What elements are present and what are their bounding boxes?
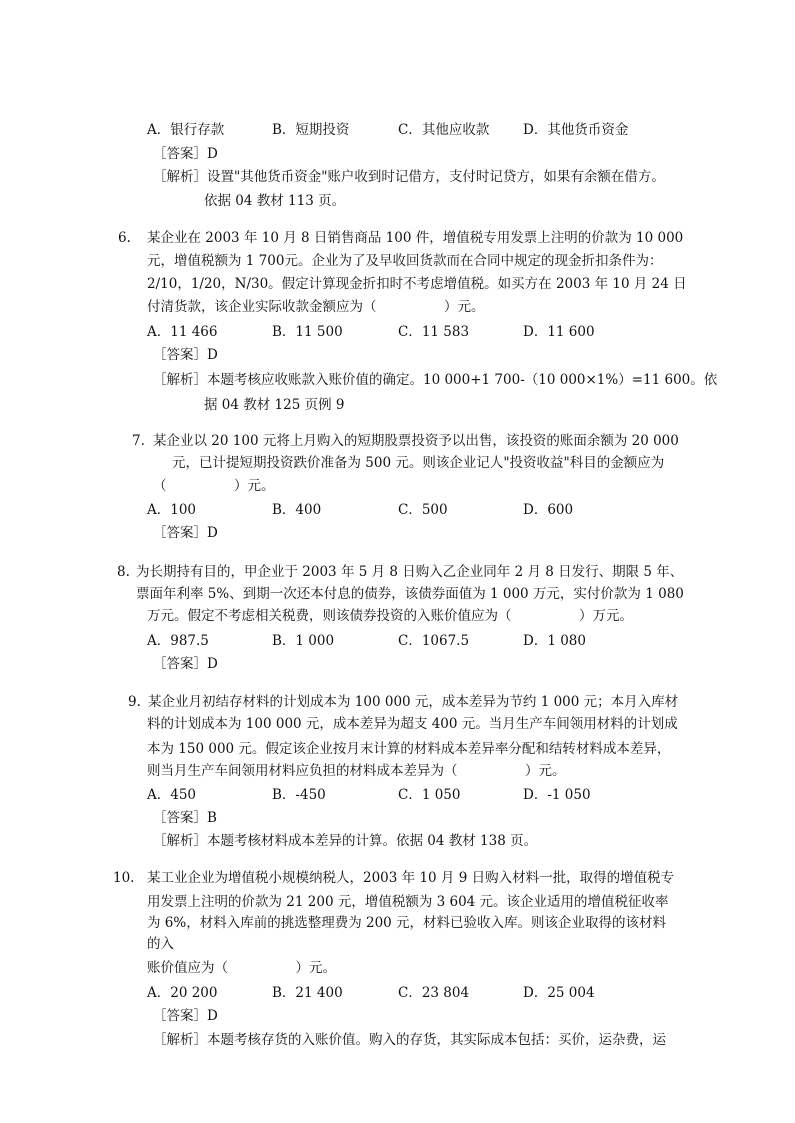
q8-stem-line-2: 票面年利率 5%、到期一次还本付息的债券，该债券面值为 1 000 万元，实付价款为 1 080 [136,586,684,602]
q7-answer: ［答案］D [153,525,218,541]
q6-option-d: D．11 600 [523,324,595,340]
q9-stem-line-3: 本为 150 000 元。假定该企业按月末计算的材料成本差异率分配和结转材料成本差异， [147,741,671,757]
q9-stem-line-2: 料的计划成本为 100 000 元，成本差异为超支 400 元。当月生产车间领用材料的计划成 [147,716,678,732]
q9-number: 9. [128,694,141,710]
q7-stem-line-1: 某企业以 20 100 元将上月购入的短期股票投资予以出售，该投资的账面余额为 20 000 [153,433,679,449]
q5-analysis-line-1: ［解析］设置"其他货币资金"账户收到时记借方，支付时记贷方，如果有余额在借方。 [153,169,665,185]
q6-stem-line-1: 某企业在 2003 年 10 月 8 日销售商品 100 件，增值税专用发票上注明的价款为 10 000 [147,230,684,246]
q10-answer: ［答案］D [153,1008,218,1024]
q10-option-b: B．21 400 [272,985,343,1001]
q6-answer: ［答案］D [153,347,218,363]
q8-answer: ［答案］D [153,656,218,672]
q10-stem-line-5: 账价值应为（ ）元。 [147,960,336,976]
q10-number: 10. [113,870,135,886]
q9-answer: ［答案］B [153,810,217,826]
q6-stem-line-2: 元，增值税额为 1 700元。企业为了及早收回货款而在合同中规定的现金折扣条件为： [147,253,663,269]
q9-stem-line-1: 某企业月初结存材料的计划成本为 100 000 元，成本差异为节约 1 000 元；本月入库材 [148,694,679,710]
q8-option-d: D．1 080 [523,633,586,649]
q9-analysis-line-1: ［解析］本题考核材料成本差异的计算。依据 04 教材 138 页。 [153,833,538,849]
q7-number: 7. [132,433,145,449]
q5-option-a: A．银行存款 [147,122,225,138]
q7-option-d: D．600 [523,502,574,518]
q5-option-d: D．其他货币资金 [523,122,629,138]
q10-analysis-line-1: ［解析］本题考核存货的入账价值。购入的存货，其实际成本包括：买价，运杂费，运 [153,1032,666,1048]
q7-option-b: B．400 [272,502,322,518]
q9-option-c: C．1 050 [398,787,461,803]
q7-option-c: C．500 [398,502,448,518]
q8-option-a: A．987.5 [147,633,209,649]
q8-option-b: B．1 000 [272,633,335,649]
q7-stem-line-3: （ ）元。 [153,478,275,494]
q7-stem-line-2: 元，已计提短期投资跌价准备为 500 元。则该企业记人"投资收益"科目的金额应为 [172,455,665,471]
q6-option-c: C．11 583 [398,324,470,340]
q5-analysis-line-2: 依据 04 教材 113 页。 [204,193,346,209]
q9-option-d: D．-1 050 [523,787,591,803]
q6-analysis-line-1: ［解析］本题考核应收账款入账价值的确定。10 000+1 700-（10 000×1%）=11 600。依 [153,372,718,388]
q10-option-a: A．20 200 [147,985,218,1001]
q8-option-c: C．1067.5 [398,633,470,649]
q10-stem-line-3: 为 6%，材料入库前的挑选整理费为 200 元，材料已验收入库。则该企业取得的该材料 [147,915,667,931]
q9-stem-line-4: 则当月生产车间领用材料应负担的材料成本差异为（ ）元。 [147,763,566,779]
q9-option-b: B．-450 [272,787,326,803]
q5-option-c: C．其他应收款 [398,122,490,138]
q5-option-b: B．短期投资 [272,122,350,138]
q10-stem-line-2: 用发票上注明的价款为 21 200 元，增值税额为 3 604 元。该企业适用的增值税征收率 [147,894,669,910]
q10-option-d: D．25 004 [523,985,595,1001]
q6-option-b: B．11 500 [272,324,343,340]
q6-number: 6. [118,230,131,246]
q8-number: 8. [117,564,130,580]
q8-stem-line-1: 为长期持有目的，甲企业于 2003 年 5 月 8 日购入乙企业同年 2 月 8 日发行、期限 5 年、 [136,564,684,580]
q6-option-a: A．11 466 [147,324,218,340]
q6-analysis-line-2: 据 04 教材 125 页例 9 [204,397,345,413]
q5-answer: ［答案］D [153,146,218,162]
q8-stem-line-3: 万元。假定不考虑相关税费，则该债券投资的入账价值应为（ ）万元。 [147,608,633,624]
q10-stem-line-1: 某工业企业为增值税小规模纳税人，2003 年 10 月 9 日购入材料一批，取得的增值税专 [147,870,675,886]
q10-stem-line-4: 的入 [147,936,174,952]
q9-option-a: A．450 [147,787,197,803]
q6-stem-line-3: 2/10，1/20，N/30。假定计算现金折扣时不考虑增值税。如买方在 2003 年 10 月 24 日 [147,276,687,292]
q7-option-a: A．100 [147,502,197,518]
q10-option-c: C．23 804 [398,985,470,1001]
q6-stem-line-4: 付清货款，该企业实际收款金额应为（ ）元。 [147,299,485,315]
